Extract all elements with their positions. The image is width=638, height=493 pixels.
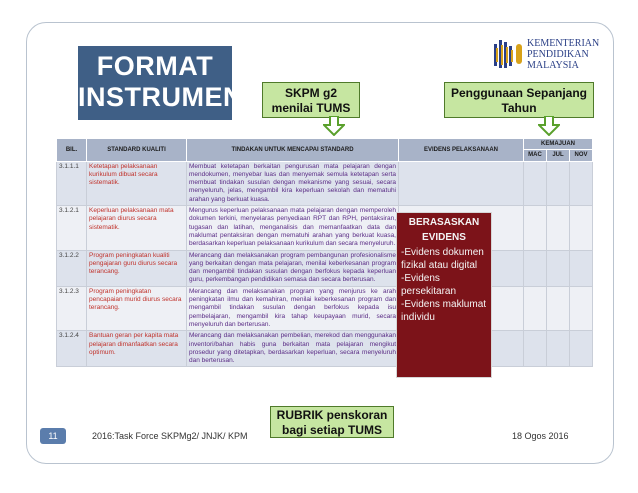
title-line-2: INSTRUMEN	[78, 82, 243, 112]
row-standard: Program peningkatan pencapaian murid diurus secara terancang.	[87, 286, 187, 330]
logo-line-1: KEMENTERIAN	[527, 38, 600, 49]
header-standard: STANDARD KUALITI	[87, 139, 187, 162]
row-action: Membuat ketetapan berkaitan pengurusan mata pelajaran dengan mendokumen, menyebar luas dan menyemak semula ketetapan serta membuat tindakan susulan dengan mekanisme yang sesuai, secara menyeluruh, jelas, mengambil kira keperluan sekolah dan mematuhi arahan yang berkuat kuasa.	[187, 161, 399, 205]
table-row	[57, 161, 593, 205]
title-line-1: FORMAT	[96, 51, 214, 81]
table-row	[57, 286, 593, 330]
evidens-heading-1: BERASASKAN	[408, 217, 480, 228]
down-arrow-icon	[538, 116, 560, 136]
row-standard: Program peningkatan kualiti pengajaran guru diurus secara terancang.	[87, 250, 187, 286]
footer-date: 18 Ogos 2016	[512, 431, 569, 441]
row-number: 3.1.2.2	[57, 250, 87, 286]
instrument-table	[56, 138, 593, 367]
ministry-logo-text	[527, 38, 599, 71]
slide-title	[78, 46, 243, 120]
cell-jul	[547, 206, 570, 250]
header-kemajuan: KEMAJUAN	[524, 139, 593, 150]
cell-jul	[547, 286, 570, 330]
row-action: Mengurus keperluan pelaksanaan mata pelajaran dengan memperoleh dokumen terkini, menyelaras penyediaan RPT dan RPH, pentaksiran, tugasan dan latihan, menganalisis dan memanfaatkan data dan maklumat pentaksiran dengan mematuhi arahan yang berkuat kuasa, berdasarkan keperluan pelaksanaan kurikulum dan secara menyeluruh.	[187, 206, 399, 250]
page-number-badge: 11	[40, 428, 66, 444]
cell-jul	[547, 161, 570, 205]
cell-nov	[570, 286, 593, 330]
header-bil: BIL.	[57, 139, 87, 162]
cell-nov	[570, 206, 593, 250]
header-evidens: EVIDENS PELAKSANAAN	[399, 139, 524, 162]
header-tindakan: TINDAKAN UNTUK MENCAPAI STANDARD	[187, 139, 399, 162]
row-standard: Keperluan pelaksanaan mata pelajaran diurus secara sistematik.	[87, 206, 187, 250]
evidens-item: -Evidens persekitaran	[401, 273, 457, 297]
row-standard: Bantuan geran per kapita mata pelajaran dimanfaatkan secara optimum.	[87, 331, 187, 367]
row-number: 3.1.2.3	[57, 286, 87, 330]
row-action: Merancang dan melaksanakan program yang menjurus ke arah peningkatan ilmu dan kemahiran, menilai keberkesanan program dan mengambil tindakan susulan dengan berfokus kepada isu pembelajaran, mengambil kira tahap keupayaan murid, secara menyeluruh dan berterusan.	[187, 286, 399, 330]
row-evidens	[399, 161, 524, 205]
row-number: 3.1.1.1	[57, 161, 87, 205]
header-mac: MAC	[524, 150, 547, 161]
cell-mac	[524, 331, 547, 367]
cell-mac	[524, 206, 547, 250]
callout-rubrik: RUBRIK penskoran bagi setiap TUMS	[270, 406, 394, 438]
logo-line-2: PENDIDIKAN	[527, 49, 589, 60]
evidens-item: -Evidens dokumen fizikal atau digital	[401, 247, 484, 271]
callout-penggunaan: Penggunaan Sepanjang Tahun	[444, 82, 594, 118]
row-action: Merancang dan melaksanakan program pembangunan profesionalisme yang berkaitan dengan mata pelajaran, menilai keberkesanan program dan mengambil tindakan susulan dengan berfokus kepada keperluan guru, perkembangan pendidikan semasa dan secara berterusan.	[187, 250, 399, 286]
cell-nov	[570, 331, 593, 367]
footer-credit: 2016:Task Force SKPMg2/ JNJK/ KPM	[92, 431, 248, 441]
evidens-item: -Evidens maklumat individu	[401, 299, 487, 323]
cell-jul	[547, 250, 570, 286]
row-number: 3.1.2.1	[57, 206, 87, 250]
row-number: 3.1.2.4	[57, 331, 87, 367]
table-row	[57, 331, 593, 367]
evidens-heading-2: EVIDENS	[422, 232, 466, 243]
cell-nov	[570, 250, 593, 286]
header-nov: NOV	[570, 150, 593, 161]
row-standard: Ketetapan pelaksanaan kurikulum dibuat secara sistematik.	[87, 161, 187, 205]
cell-nov	[570, 161, 593, 205]
row-action: Merancang dan melaksanakan pembelian, merekod dan menggunakan inventori/bahan habis guna berkaitan mata pelajaran mengikut prosedur yang ditetapkan, berdasarkan keperluan, secara menyeluruh dan berterusan.	[187, 331, 399, 367]
table-row	[57, 250, 593, 286]
down-arrow-icon	[323, 116, 345, 136]
cell-mac	[524, 286, 547, 330]
cell-mac	[524, 250, 547, 286]
evidens-callout-box	[396, 212, 492, 378]
callout-skpm: SKPM g2 menilai TUMS	[262, 82, 360, 118]
header-jul: JUL	[547, 150, 570, 161]
cell-jul	[547, 331, 570, 367]
logo-line-3: MALAYSIA	[527, 60, 579, 71]
table-row	[57, 206, 593, 250]
cell-mac	[524, 161, 547, 205]
